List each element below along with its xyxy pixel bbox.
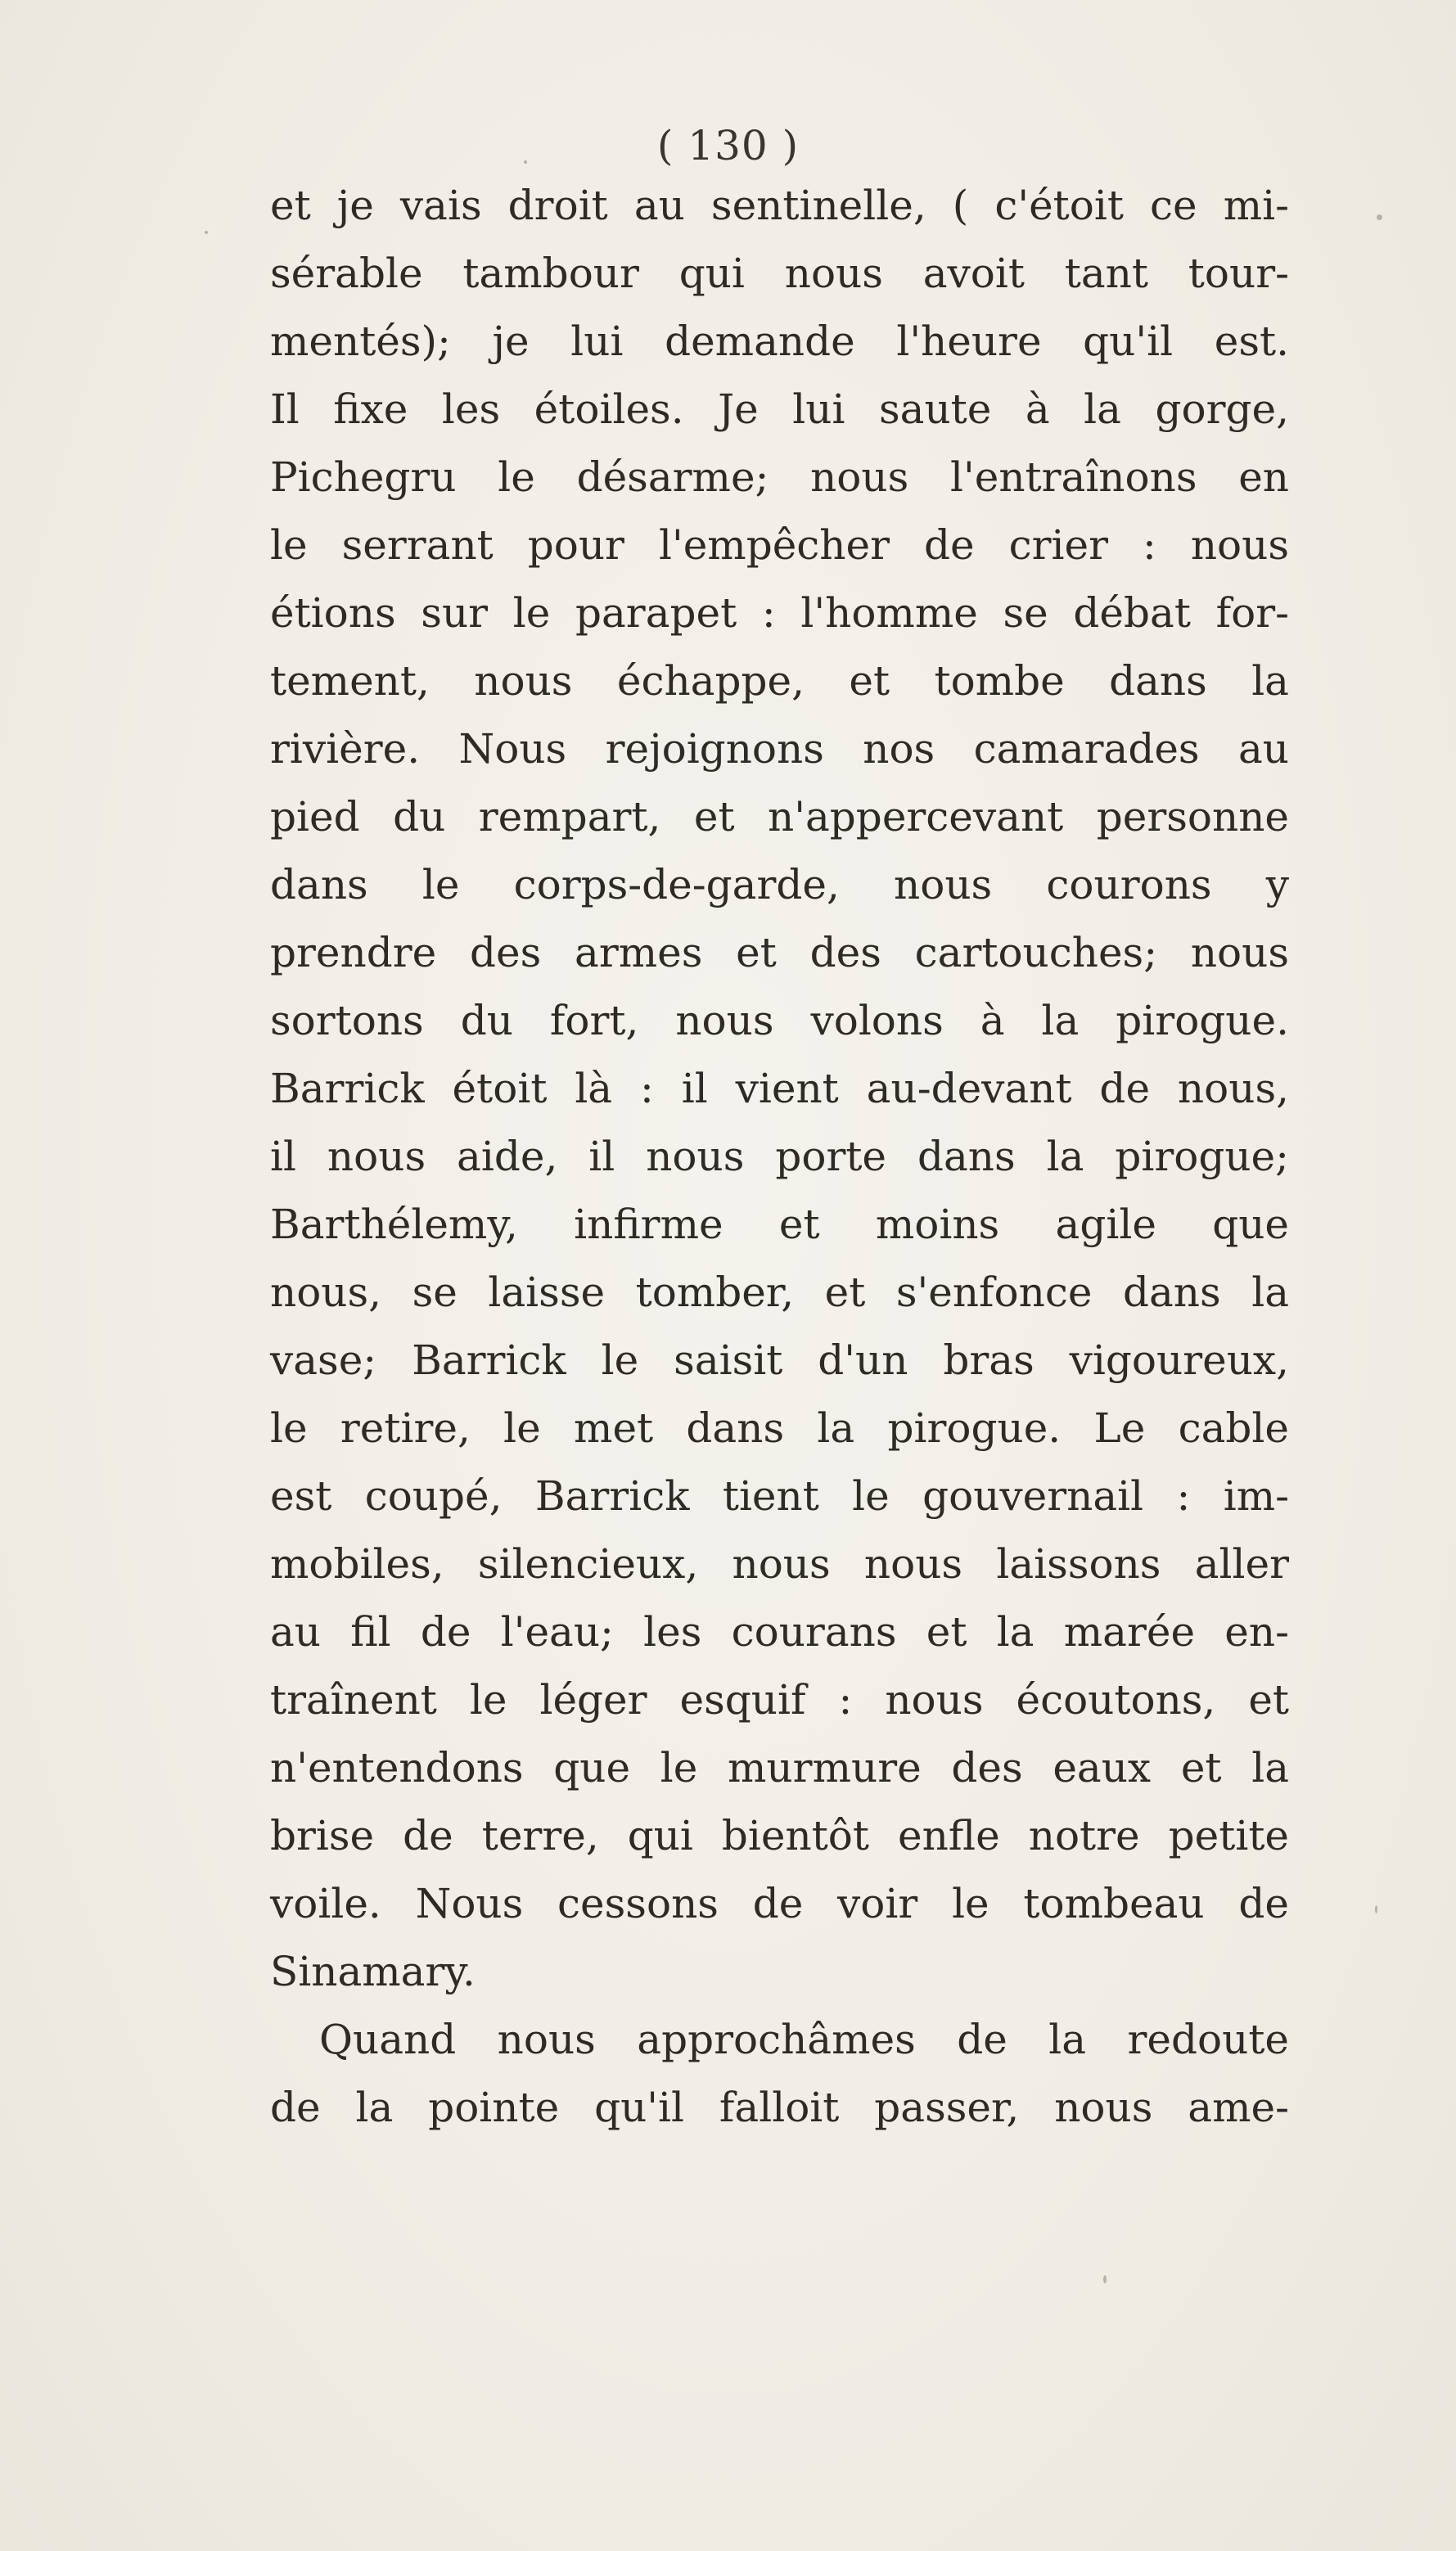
text-line: sortons du fort, nous volons à la pirogue.: [270, 997, 1289, 1044]
text-line: tement, nous échappe, et tombe dans la: [270, 657, 1289, 705]
text-line: Barrick étoit là : il vient au-devant de nous,: [270, 1065, 1289, 1112]
text-line: sérable tambour qui nous avoit tant tour-: [270, 250, 1289, 297]
body-text: [270, 172, 1289, 2142]
text-line: le serrant pour l'empêcher de crier : nous: [270, 521, 1289, 569]
text-line: le retire, le met dans la pirogue. Le cable: [270, 1404, 1289, 1452]
text-line: est coupé, Barrick tient le gouvernail : im-: [270, 1472, 1289, 1520]
text-line: Barthélemy, infirme et moins agile que: [270, 1201, 1289, 1248]
text-line: Pichegru le désarme; nous l'entraînons en: [270, 453, 1289, 501]
paper-speck: [1375, 1905, 1377, 1913]
paragraph-end-line: Sinamary.: [270, 1948, 476, 1995]
text-line: Il fixe les étoiles. Je lui saute à la gorge,: [270, 385, 1289, 433]
text-line: mobiles, silencieux, nous nous laissons aller: [270, 1540, 1289, 1588]
text-line: au fil de l'eau; les courans et la marée en-: [270, 1608, 1289, 1656]
text-line: étions sur le parapet : l'homme se débat for-: [270, 589, 1289, 637]
text-line: rivière. Nous rejoignons nos camarades au: [270, 725, 1289, 773]
text-line: pied du rempart, et n'appercevant personne: [270, 793, 1289, 841]
text-line: vase; Barrick le saisit d'un bras vigoureux,: [270, 1336, 1289, 1384]
paper-speck: [524, 160, 527, 164]
page-number-header: ( 130 ): [656, 122, 800, 169]
text-line: voile. Nous cessons de voir le tombeau de: [270, 1880, 1289, 1927]
text-line: prendre des armes et des cartouches; nous: [270, 929, 1289, 976]
text-line: nous, se laisse tomber, et s'enfonce dans la: [270, 1269, 1289, 1316]
text-line: mentés); je lui demande l'heure qu'il est.: [270, 318, 1289, 365]
text-line: brise de terre, qui bientôt enfle notre petite: [270, 1812, 1289, 1859]
text-line: et je vais droit au sentinelle, ( c'étoit ce mi-: [270, 182, 1289, 229]
paper-speck: [1103, 2275, 1107, 2283]
paper-speck: [205, 231, 208, 234]
text-line: dans le corps-de-garde, nous courons y: [270, 861, 1289, 908]
paragraph-start-line: Quand nous approchâmes de la redoute: [319, 2016, 1289, 2063]
text-line: de la pointe qu'il falloit passer, nous ame-: [270, 2084, 1289, 2131]
text-line: il nous aide, il nous porte dans la pirogue;: [270, 1133, 1289, 1180]
text-line: traînent le léger esquif : nous écoutons, et: [270, 1676, 1289, 1724]
text-line: n'entendons que le murmure des eaux et la: [270, 1744, 1289, 1792]
paper-speck: [1377, 214, 1382, 220]
